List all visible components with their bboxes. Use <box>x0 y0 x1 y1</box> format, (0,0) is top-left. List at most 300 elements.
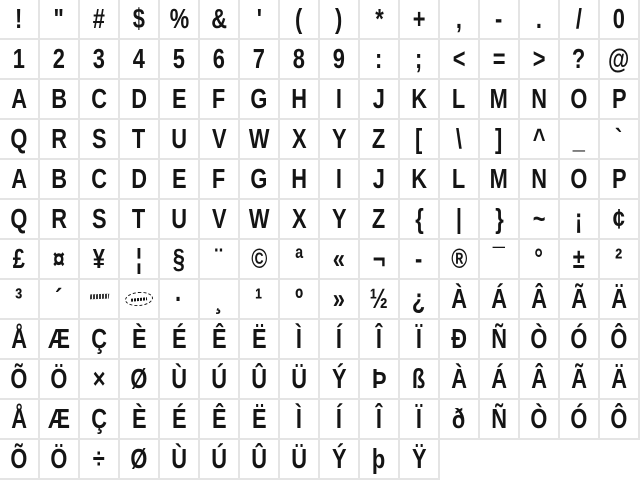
glyph: ; <box>415 43 423 74</box>
glyph-cell <box>480 280 520 320</box>
glyph-cell <box>0 280 40 320</box>
glyph: ' <box>256 3 262 34</box>
glyph: . <box>535 3 543 34</box>
glyph: Î <box>375 323 383 354</box>
glyph: Å <box>11 323 27 354</box>
glyph-cell <box>320 120 360 160</box>
glyph: Ñ <box>491 323 507 354</box>
glyph: $ <box>132 3 146 34</box>
glyph: A <box>11 83 27 114</box>
glyph: Q <box>10 123 28 154</box>
glyph-cell <box>320 80 360 120</box>
glyph-cell <box>160 0 200 40</box>
glyph-cell <box>160 120 200 160</box>
glyph: 2 <box>52 43 66 74</box>
glyph-cell <box>0 200 40 240</box>
glyph-cell <box>320 400 360 440</box>
glyph-cell <box>600 160 640 200</box>
glyph: E <box>171 163 187 194</box>
glyph-cell <box>40 160 80 200</box>
glyph-cell <box>360 160 400 200</box>
glyph: Á <box>491 363 507 394</box>
glyph: ® <box>450 243 468 274</box>
glyph-cell <box>520 120 560 160</box>
glyph-cell <box>600 280 640 320</box>
glyph: ¹ <box>255 283 263 314</box>
glyph-cell <box>280 440 320 480</box>
glyph-cell <box>400 240 440 280</box>
glyph-cell <box>80 240 120 280</box>
glyph: Ò <box>530 323 548 354</box>
glyph: D <box>131 83 147 114</box>
glyph: U <box>171 123 187 154</box>
glyph-cell <box>600 360 640 400</box>
glyph-cell <box>120 280 160 320</box>
glyph: M <box>489 163 509 194</box>
glyph: Ô <box>610 323 628 354</box>
glyph-cell <box>80 400 120 440</box>
glyph: , <box>455 3 463 34</box>
glyph: W <box>248 123 270 154</box>
glyph-cell <box>560 0 600 40</box>
glyph-cell <box>200 280 240 320</box>
glyph-cell <box>200 40 240 80</box>
glyph-cell <box>80 160 120 200</box>
glyph: ¨ <box>215 243 223 274</box>
glyph: Õ <box>10 443 28 474</box>
glyph: Ü <box>291 363 307 394</box>
glyph: Ô <box>610 403 628 434</box>
glyph-cell <box>360 80 400 120</box>
glyph-cell <box>200 440 240 480</box>
glyph: Û <box>251 443 267 474</box>
glyph: 1 <box>12 43 26 74</box>
glyph-cell <box>400 80 440 120</box>
glyph-cell <box>160 280 200 320</box>
glyph: À <box>451 363 467 394</box>
glyph-cell <box>560 160 600 200</box>
glyph: Í <box>335 403 343 434</box>
glyph-cell <box>160 200 200 240</box>
glyph-cell <box>120 0 160 40</box>
glyph-cell <box>520 0 560 40</box>
glyph: O <box>570 83 588 114</box>
glyph: | <box>455 203 463 234</box>
glyph: S <box>91 123 107 154</box>
glyph-cell <box>40 280 80 320</box>
glyph-cell <box>80 360 120 400</box>
glyph-cell <box>360 200 400 240</box>
glyph: » <box>332 283 346 314</box>
glyph-cell <box>200 320 240 360</box>
glyph-cell <box>440 240 480 280</box>
glyph: P <box>611 163 627 194</box>
glyph: P <box>611 83 627 114</box>
glyph-cell <box>480 400 520 440</box>
glyph: Í <box>335 323 343 354</box>
glyph: @ <box>608 43 630 74</box>
glyph: D <box>131 163 147 194</box>
glyph: ß <box>412 363 426 394</box>
glyph-cell <box>40 360 80 400</box>
glyph-cell <box>80 80 120 120</box>
glyph-cell <box>360 240 400 280</box>
glyph: ~ <box>532 203 546 234</box>
glyph-cell <box>480 200 520 240</box>
glyph-cell <box>80 280 120 320</box>
glyph: E <box>171 83 187 114</box>
glyph-cell <box>240 240 280 280</box>
stamp-text-line <box>131 297 147 301</box>
glyph: Û <box>251 363 267 394</box>
glyph: R <box>51 123 67 154</box>
glyph-cell <box>360 320 400 360</box>
glyph: Ê <box>211 403 227 434</box>
glyph: ! <box>15 3 23 34</box>
glyph-cell <box>80 40 120 80</box>
glyph: © <box>250 243 268 274</box>
glyph-cell <box>600 0 640 40</box>
glyph: Ç <box>91 323 107 354</box>
glyph-cell <box>560 40 600 80</box>
glyph: # <box>92 3 106 34</box>
glyph: Ò <box>530 403 548 434</box>
glyph: Ù <box>171 443 187 474</box>
glyph: ° <box>534 243 544 274</box>
glyph-cell <box>120 40 160 80</box>
glyph: Ê <box>211 323 227 354</box>
glyph: ² <box>615 243 623 274</box>
glyph: X <box>291 123 307 154</box>
glyph-cell <box>0 320 40 360</box>
glyph-cell <box>360 40 400 80</box>
glyph: H <box>291 163 307 194</box>
glyph: A <box>11 163 27 194</box>
glyph: ¯ <box>492 243 506 274</box>
glyph: J <box>372 163 386 194</box>
glyph-cell <box>600 120 640 160</box>
glyph-cell <box>200 360 240 400</box>
glyph-cell <box>120 320 160 360</box>
glyph-cell <box>480 0 520 40</box>
glyph-cell <box>240 120 280 160</box>
glyph: _ <box>572 123 586 154</box>
glyph-cell <box>240 320 280 360</box>
glyph: ¢ <box>612 203 626 234</box>
glyph: - <box>495 3 503 34</box>
glyph: O <box>570 163 588 194</box>
glyph-cell <box>40 120 80 160</box>
glyph-cell <box>280 280 320 320</box>
glyph-cell <box>400 320 440 360</box>
glyph-cell <box>480 360 520 400</box>
glyph: 5 <box>172 43 186 74</box>
glyph-cell <box>80 120 120 160</box>
glyph-cell <box>280 240 320 280</box>
glyph: É <box>171 323 187 354</box>
glyph-cell <box>240 40 280 80</box>
glyph-cell <box>0 0 40 40</box>
glyph: 8 <box>292 43 306 74</box>
glyph: þ <box>372 443 386 474</box>
glyph: É <box>171 403 187 434</box>
glyph-cell <box>600 200 640 240</box>
glyph-cell <box>120 360 160 400</box>
glyph: ¬ <box>372 243 386 274</box>
glyph-cell <box>200 240 240 280</box>
glyph-cell <box>400 280 440 320</box>
glyph: ð <box>452 403 466 434</box>
glyph: Ø <box>130 363 148 394</box>
glyph-cell <box>400 440 440 480</box>
glyph-cell <box>400 0 440 40</box>
glyph: Ë <box>251 323 267 354</box>
glyph: 4 <box>132 43 146 74</box>
glyph: · <box>175 283 183 314</box>
glyph: Ÿ <box>411 443 427 474</box>
glyph-cell <box>600 80 640 120</box>
glyph: C <box>91 83 107 114</box>
glyph-cell <box>120 400 160 440</box>
glyph-cell <box>120 160 160 200</box>
glyph: Ø <box>130 443 148 474</box>
glyph: / <box>575 3 583 34</box>
glyph: S <box>91 203 107 234</box>
glyph: { <box>414 203 424 234</box>
glyph: U <box>171 203 187 234</box>
glyph: Ú <box>211 363 227 394</box>
glyph-cell <box>280 320 320 360</box>
glyph-cell <box>440 280 480 320</box>
glyph-cell <box>80 0 120 40</box>
glyph-cell <box>320 360 360 400</box>
glyph-cell <box>400 40 440 80</box>
glyph-cell <box>440 0 480 40</box>
glyph: Ó <box>570 403 588 434</box>
glyph-cell <box>560 120 600 160</box>
glyph-cell <box>440 160 480 200</box>
glyph-cell <box>0 360 40 400</box>
glyph-cell <box>560 320 600 360</box>
glyph: Y <box>331 123 347 154</box>
glyph-cell <box>120 200 160 240</box>
glyph: Ã <box>571 283 587 314</box>
glyph-cell <box>480 80 520 120</box>
glyph-cell <box>560 80 600 120</box>
glyph: Â <box>531 283 547 314</box>
glyph: V <box>211 203 227 234</box>
glyph-cell <box>600 320 640 360</box>
glyph-cell <box>560 400 600 440</box>
glyph: ¦ <box>135 243 143 274</box>
glyph: L <box>452 83 466 114</box>
glyph-cell <box>520 200 560 240</box>
glyph: Å <box>11 403 27 434</box>
glyph: G <box>250 163 268 194</box>
glyph-cell <box>200 160 240 200</box>
glyph-cell <box>240 160 280 200</box>
glyph-cell <box>360 280 400 320</box>
glyph: Ï <box>415 323 423 354</box>
glyph: Ð <box>451 323 467 354</box>
glyph-cell <box>40 40 80 80</box>
glyph: Ñ <box>491 403 507 434</box>
glyph-cell <box>440 40 480 80</box>
glyph: M <box>489 83 509 114</box>
glyph: Z <box>372 203 386 234</box>
glyph: Ì <box>295 403 303 434</box>
glyph-cell <box>0 80 40 120</box>
glyph: ( <box>295 3 303 34</box>
glyph-cell <box>80 440 120 480</box>
glyph: 7 <box>252 43 266 74</box>
glyph: Á <box>491 283 507 314</box>
glyph-cell <box>600 40 640 80</box>
glyph: Ä <box>611 283 627 314</box>
glyph-cell <box>440 80 480 120</box>
glyph: Õ <box>10 363 28 394</box>
glyph-cell <box>200 80 240 120</box>
glyph-cell <box>160 400 200 440</box>
glyph: Ë <box>251 403 267 434</box>
glyph-cell <box>560 280 600 320</box>
glyph: H <box>291 83 307 114</box>
glyph-cell <box>120 240 160 280</box>
glyph-cell <box>240 280 280 320</box>
glyph: X <box>291 203 307 234</box>
glyph-cell <box>560 360 600 400</box>
glyph: Q <box>10 203 28 234</box>
glyph-cell <box>200 400 240 440</box>
glyph: Z <box>372 123 386 154</box>
glyph: Ö <box>50 443 68 474</box>
glyph: * <box>374 3 384 34</box>
glyph-cell <box>320 320 360 360</box>
glyph: ¿ <box>412 283 426 314</box>
glyph: Ý <box>331 363 347 394</box>
glyph-cell <box>280 160 320 200</box>
glyph-cell <box>520 40 560 80</box>
glyph: J <box>372 83 386 114</box>
glyph-cell <box>240 440 280 480</box>
glyph: ] <box>495 123 503 154</box>
glyph: I <box>335 83 343 114</box>
glyph: ¥ <box>92 243 106 274</box>
glyph-cell <box>520 400 560 440</box>
glyph-cell <box>80 200 120 240</box>
glyph-cell <box>320 240 360 280</box>
glyph-cell <box>320 200 360 240</box>
glyph: & <box>211 3 227 34</box>
glyph-cell <box>400 400 440 440</box>
glyph-cell <box>280 360 320 400</box>
glyph-cell <box>440 400 480 440</box>
glyph-cell <box>400 120 440 160</box>
glyph: È <box>131 323 147 354</box>
glyph: Ì <box>295 323 303 354</box>
glyph: Ý <box>331 443 347 474</box>
glyph-cell <box>160 40 200 80</box>
glyph: ½ <box>369 283 389 314</box>
glyph: F <box>212 163 226 194</box>
glyph-cell <box>40 240 80 280</box>
glyph: T <box>132 123 146 154</box>
glyph-cell <box>40 400 80 440</box>
glyph: À <box>451 283 467 314</box>
glyph-cell <box>400 160 440 200</box>
glyph-cell <box>120 440 160 480</box>
glyph: Ç <box>91 403 107 434</box>
glyph: ³ <box>15 283 23 314</box>
glyph-cell <box>480 240 520 280</box>
glyph-cell <box>440 200 480 240</box>
glyph: ´ <box>55 283 63 314</box>
glyph-cell <box>320 280 360 320</box>
glyph-cell <box>160 320 200 360</box>
glyph-cell <box>160 80 200 120</box>
glyph-cell <box>240 0 280 40</box>
glyph: Ó <box>570 323 588 354</box>
glyph: º <box>295 283 303 314</box>
glyph: = <box>492 43 506 74</box>
glyph-cell <box>440 360 480 400</box>
glyph-cell <box>0 240 40 280</box>
glyph-cell <box>360 440 400 480</box>
glyph-cell <box>120 120 160 160</box>
glyph-cell <box>480 160 520 200</box>
tiny-wordmark-glyph <box>89 293 109 299</box>
glyph: Æ <box>48 403 70 434</box>
glyph: Ä <box>611 363 627 394</box>
glyph-cell <box>320 440 360 480</box>
glyph: I <box>335 163 343 194</box>
glyph: Y <box>331 203 347 234</box>
glyph: [ <box>415 123 423 154</box>
glyph-cell <box>40 0 80 40</box>
glyph: « <box>332 243 346 274</box>
glyph: Æ <box>48 323 70 354</box>
glyph-cell <box>280 120 320 160</box>
glyph: R <box>51 203 67 234</box>
glyph: V <box>211 123 227 154</box>
glyph-cell <box>360 120 400 160</box>
glyph: } <box>494 203 504 234</box>
glyph-cell <box>520 240 560 280</box>
glyph: È <box>131 403 147 434</box>
glyph-cell <box>400 360 440 400</box>
glyph-cell <box>240 360 280 400</box>
glyph: \ <box>455 123 463 154</box>
glyph: % <box>169 3 189 34</box>
glyph-cell <box>200 200 240 240</box>
glyph: Î <box>375 403 383 434</box>
glyph-cell <box>240 400 280 440</box>
glyph: + <box>412 3 426 34</box>
glyph: 6 <box>212 43 226 74</box>
glyph-cell <box>0 120 40 160</box>
glyph: ± <box>573 243 585 274</box>
glyph-cell <box>440 120 480 160</box>
glyph: T <box>132 203 146 234</box>
glyph-cell <box>480 320 520 360</box>
glyph: ¡ <box>575 203 583 234</box>
oval-stamp-glyph <box>124 291 153 307</box>
glyph: Ï <box>415 403 423 434</box>
glyph-cell <box>440 320 480 360</box>
glyph: ÷ <box>93 443 105 474</box>
glyph: " <box>53 3 65 34</box>
glyph-cell <box>320 160 360 200</box>
